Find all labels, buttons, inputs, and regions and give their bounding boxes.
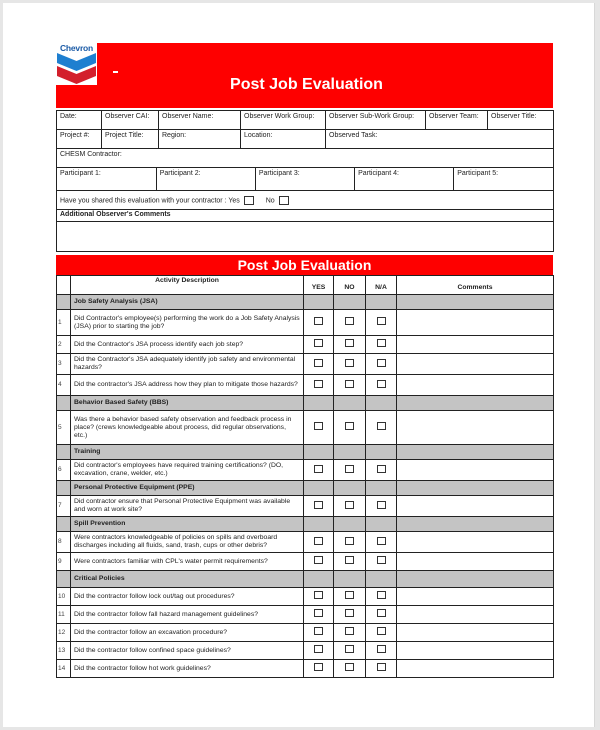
question-row (57, 354, 554, 375)
section-title-banner: Post Job Evaluation (56, 255, 553, 275)
no-checkbox[interactable] (345, 663, 354, 671)
na-checkbox[interactable] (377, 627, 386, 635)
na-checkbox[interactable] (377, 591, 386, 599)
no-checkbox[interactable] (345, 591, 354, 599)
no-checkbox[interactable] (345, 380, 354, 388)
na-checkbox[interactable] (377, 465, 386, 473)
section-title: Behavior Based Safety (BBS) (71, 396, 304, 411)
question-row (57, 310, 554, 336)
info-row-comments (57, 222, 554, 252)
no-checkbox[interactable] (345, 465, 354, 473)
chesm-contractor-field[interactable]: CHESM Contractor: (57, 149, 554, 168)
section-row-training (57, 445, 554, 460)
project-title-field[interactable]: Project Title: (102, 130, 159, 149)
participant-2-field[interactable]: Participant 2: (156, 168, 255, 190)
question-number: 14 (57, 660, 71, 678)
question-text: Did the Contractor's JSA process identify each job step? (71, 336, 304, 354)
question-row (57, 411, 554, 445)
na-checkbox[interactable] (377, 317, 386, 325)
shared-yes-checkbox[interactable] (244, 196, 254, 205)
comment-field[interactable] (397, 642, 554, 660)
comments-header: Comments (397, 276, 554, 295)
yes-checkbox[interactable] (314, 339, 323, 347)
yes-checkbox[interactable] (314, 422, 323, 430)
num-header (57, 276, 71, 295)
question-number: 7 (57, 496, 71, 517)
question-text: Did the Contractor's JSA adequately identify job safety and environmental hazards? (71, 354, 304, 375)
comment-field[interactable] (397, 411, 554, 445)
section-row-jsa (57, 295, 554, 310)
question-text: Did the contractor follow an excavation procedure? (71, 624, 304, 642)
info-row-comments-label (57, 210, 554, 222)
question-text: Did the contractor follow lock out/tag out procedures? (71, 588, 304, 606)
shared-no-label: No (265, 196, 275, 204)
observer-name-field[interactable]: Observer Name: (159, 111, 241, 130)
na-checkbox[interactable] (377, 663, 386, 671)
no-checkbox[interactable] (345, 317, 354, 325)
yes-checkbox[interactable] (314, 359, 323, 367)
yes-checkbox[interactable] (314, 465, 323, 473)
comment-field[interactable] (397, 460, 554, 481)
question-number: 13 (57, 642, 71, 660)
no-checkbox[interactable] (345, 609, 354, 617)
question-number: 9 (57, 553, 71, 571)
na-checkbox[interactable] (377, 380, 386, 388)
question-row (57, 336, 554, 354)
question-number: 4 (57, 375, 71, 396)
na-checkbox[interactable] (377, 359, 386, 367)
yes-header: YES (304, 276, 334, 295)
question-row (57, 532, 554, 553)
observer-team-field[interactable]: Observer Team: (426, 111, 488, 130)
yes-checkbox[interactable] (314, 663, 323, 671)
shared-yes-label: Yes (228, 196, 240, 204)
no-checkbox[interactable] (345, 556, 354, 564)
info-row-1 (57, 111, 554, 130)
comment-field[interactable] (397, 496, 554, 517)
additional-comments-label: Additional Observer's Comments (57, 210, 554, 222)
location-field[interactable]: Location: (241, 130, 326, 149)
yes-checkbox[interactable] (314, 627, 323, 635)
comment-field[interactable] (397, 354, 554, 375)
evaluation-checklist (56, 275, 554, 678)
no-checkbox[interactable] (345, 627, 354, 635)
no-checkbox[interactable] (345, 359, 354, 367)
section-row-critical-policies (57, 571, 554, 588)
region-field[interactable]: Region: (159, 130, 241, 149)
question-number: 2 (57, 336, 71, 354)
na-checkbox[interactable] (377, 339, 386, 347)
comment-field[interactable] (397, 660, 554, 678)
activity-description-header: Activity Description (71, 276, 304, 295)
participant-3-field[interactable]: Participant 3: (255, 168, 354, 190)
question-text: Did Contractor's employee(s) performing the work do a Job Safety Analysis (JSA) prior to starting the job? (71, 310, 304, 336)
observer-work-group-field[interactable]: Observer Work Group: (241, 111, 326, 130)
logo-wordmark: Chevron (59, 43, 94, 53)
comment-field[interactable] (397, 532, 554, 553)
no-header: NO (334, 276, 366, 295)
section-title: Job Safety Analysis (JSA) (71, 295, 304, 310)
observer-sub-work-group-field[interactable]: Observer Sub-Work Group: (326, 111, 426, 130)
question-row (57, 588, 554, 606)
additional-comments-field[interactable] (57, 222, 554, 252)
shared-no-checkbox[interactable] (279, 196, 289, 205)
comment-field[interactable] (397, 553, 554, 571)
yes-checkbox[interactable] (314, 317, 323, 325)
section-title: Personal Protective Equipment (PPE) (71, 481, 304, 496)
date-field[interactable]: Date: (57, 111, 102, 130)
na-checkbox[interactable] (377, 501, 386, 509)
question-text: Did the contractor follow confined space guidelines? (71, 642, 304, 660)
question-row (57, 660, 554, 678)
question-number: 8 (57, 532, 71, 553)
question-text: Did the contractor follow fall hazard management guidelines? (71, 606, 304, 624)
na-header: N/A (366, 276, 397, 295)
info-row-participants (57, 168, 554, 191)
question-number: 12 (57, 624, 71, 642)
observed-task-field[interactable]: Observed Task: (326, 130, 554, 149)
question-row (57, 606, 554, 624)
question-number: 11 (57, 606, 71, 624)
section-title: Training (71, 445, 304, 460)
comment-field[interactable] (397, 588, 554, 606)
yes-checkbox[interactable] (314, 591, 323, 599)
comment-field[interactable] (397, 624, 554, 642)
info-row-2 (57, 130, 554, 149)
comment-field[interactable] (397, 310, 554, 336)
section-title: Critical Policies (71, 571, 304, 588)
question-text: Did contractor's employees have required training certifications? (DO, excavation, crane, welder, etc.) (71, 460, 304, 481)
info-row-shared (57, 191, 554, 210)
question-row (57, 624, 554, 642)
question-text: Did the contractor's JSA address how they plan to mitigate those hazards? (71, 375, 304, 396)
no-checkbox[interactable] (345, 537, 354, 545)
na-checkbox[interactable] (377, 537, 386, 545)
participant-5-field[interactable]: Participant 5: (457, 170, 499, 177)
participant-1-field[interactable]: Participant 1: (57, 168, 156, 190)
na-checkbox[interactable] (377, 609, 386, 617)
checklist-header-row (57, 276, 554, 295)
question-text: Were contractors knowledgeable of policies on spills and overboard discharges including all fluids, sand, trash, cups or other debris? (71, 532, 304, 553)
section-title: Spill Prevention (71, 517, 304, 532)
question-number: 10 (57, 588, 71, 606)
project-number-field[interactable]: Project #: (57, 130, 102, 149)
observer-cai-field[interactable]: Observer CAI: (102, 111, 159, 130)
question-text: Did the contractor follow hot work guidelines? (71, 660, 304, 678)
question-number: 5 (57, 411, 71, 445)
question-row (57, 375, 554, 396)
yes-checkbox[interactable] (314, 537, 323, 545)
page-title: Post Job Evaluation (230, 76, 383, 93)
question-number: 3 (57, 354, 71, 375)
no-checkbox[interactable] (345, 501, 354, 509)
observer-info-form (56, 110, 554, 252)
na-checkbox[interactable] (377, 422, 386, 430)
question-text: Was there a behavior based safety observation and feedback process in place? (crews knowledgeable about process, did regular observations, etc.) (71, 411, 304, 445)
na-checkbox[interactable] (377, 556, 386, 564)
comment-field[interactable] (397, 336, 554, 354)
participant-4-field[interactable]: Participant 4: (355, 168, 454, 190)
question-row (57, 553, 554, 571)
no-checkbox[interactable] (345, 339, 354, 347)
info-row-3 (57, 149, 554, 168)
question-text: Did contractor ensure that Personal Protective Equipment was available and worn at work site? (71, 496, 304, 517)
shared-question-label: Have you shared this evaluation with your contractor : (60, 196, 227, 204)
yes-checkbox[interactable] (314, 380, 323, 388)
question-row (57, 642, 554, 660)
header-dash (113, 71, 118, 73)
participants-table (57, 168, 553, 190)
yes-checkbox[interactable] (314, 501, 323, 509)
question-number: 6 (57, 460, 71, 481)
no-checkbox[interactable] (345, 422, 354, 430)
comment-field[interactable] (397, 375, 554, 396)
question-row (57, 460, 554, 481)
question-text: Were contractors familiar with CPL's water permit requirements? (71, 553, 304, 571)
comment-field[interactable] (397, 606, 554, 624)
section-row-ppe (57, 481, 554, 496)
no-checkbox[interactable] (345, 645, 354, 653)
section-row-bbs (57, 396, 554, 411)
yes-checkbox[interactable] (314, 609, 323, 617)
question-row (57, 496, 554, 517)
question-number: 1 (57, 310, 71, 336)
yes-checkbox[interactable] (314, 645, 323, 653)
yes-checkbox[interactable] (314, 556, 323, 564)
na-checkbox[interactable] (377, 645, 386, 653)
section-row-spill-prevention (57, 517, 554, 532)
observer-title-field[interactable]: Observer Title: (488, 111, 554, 130)
